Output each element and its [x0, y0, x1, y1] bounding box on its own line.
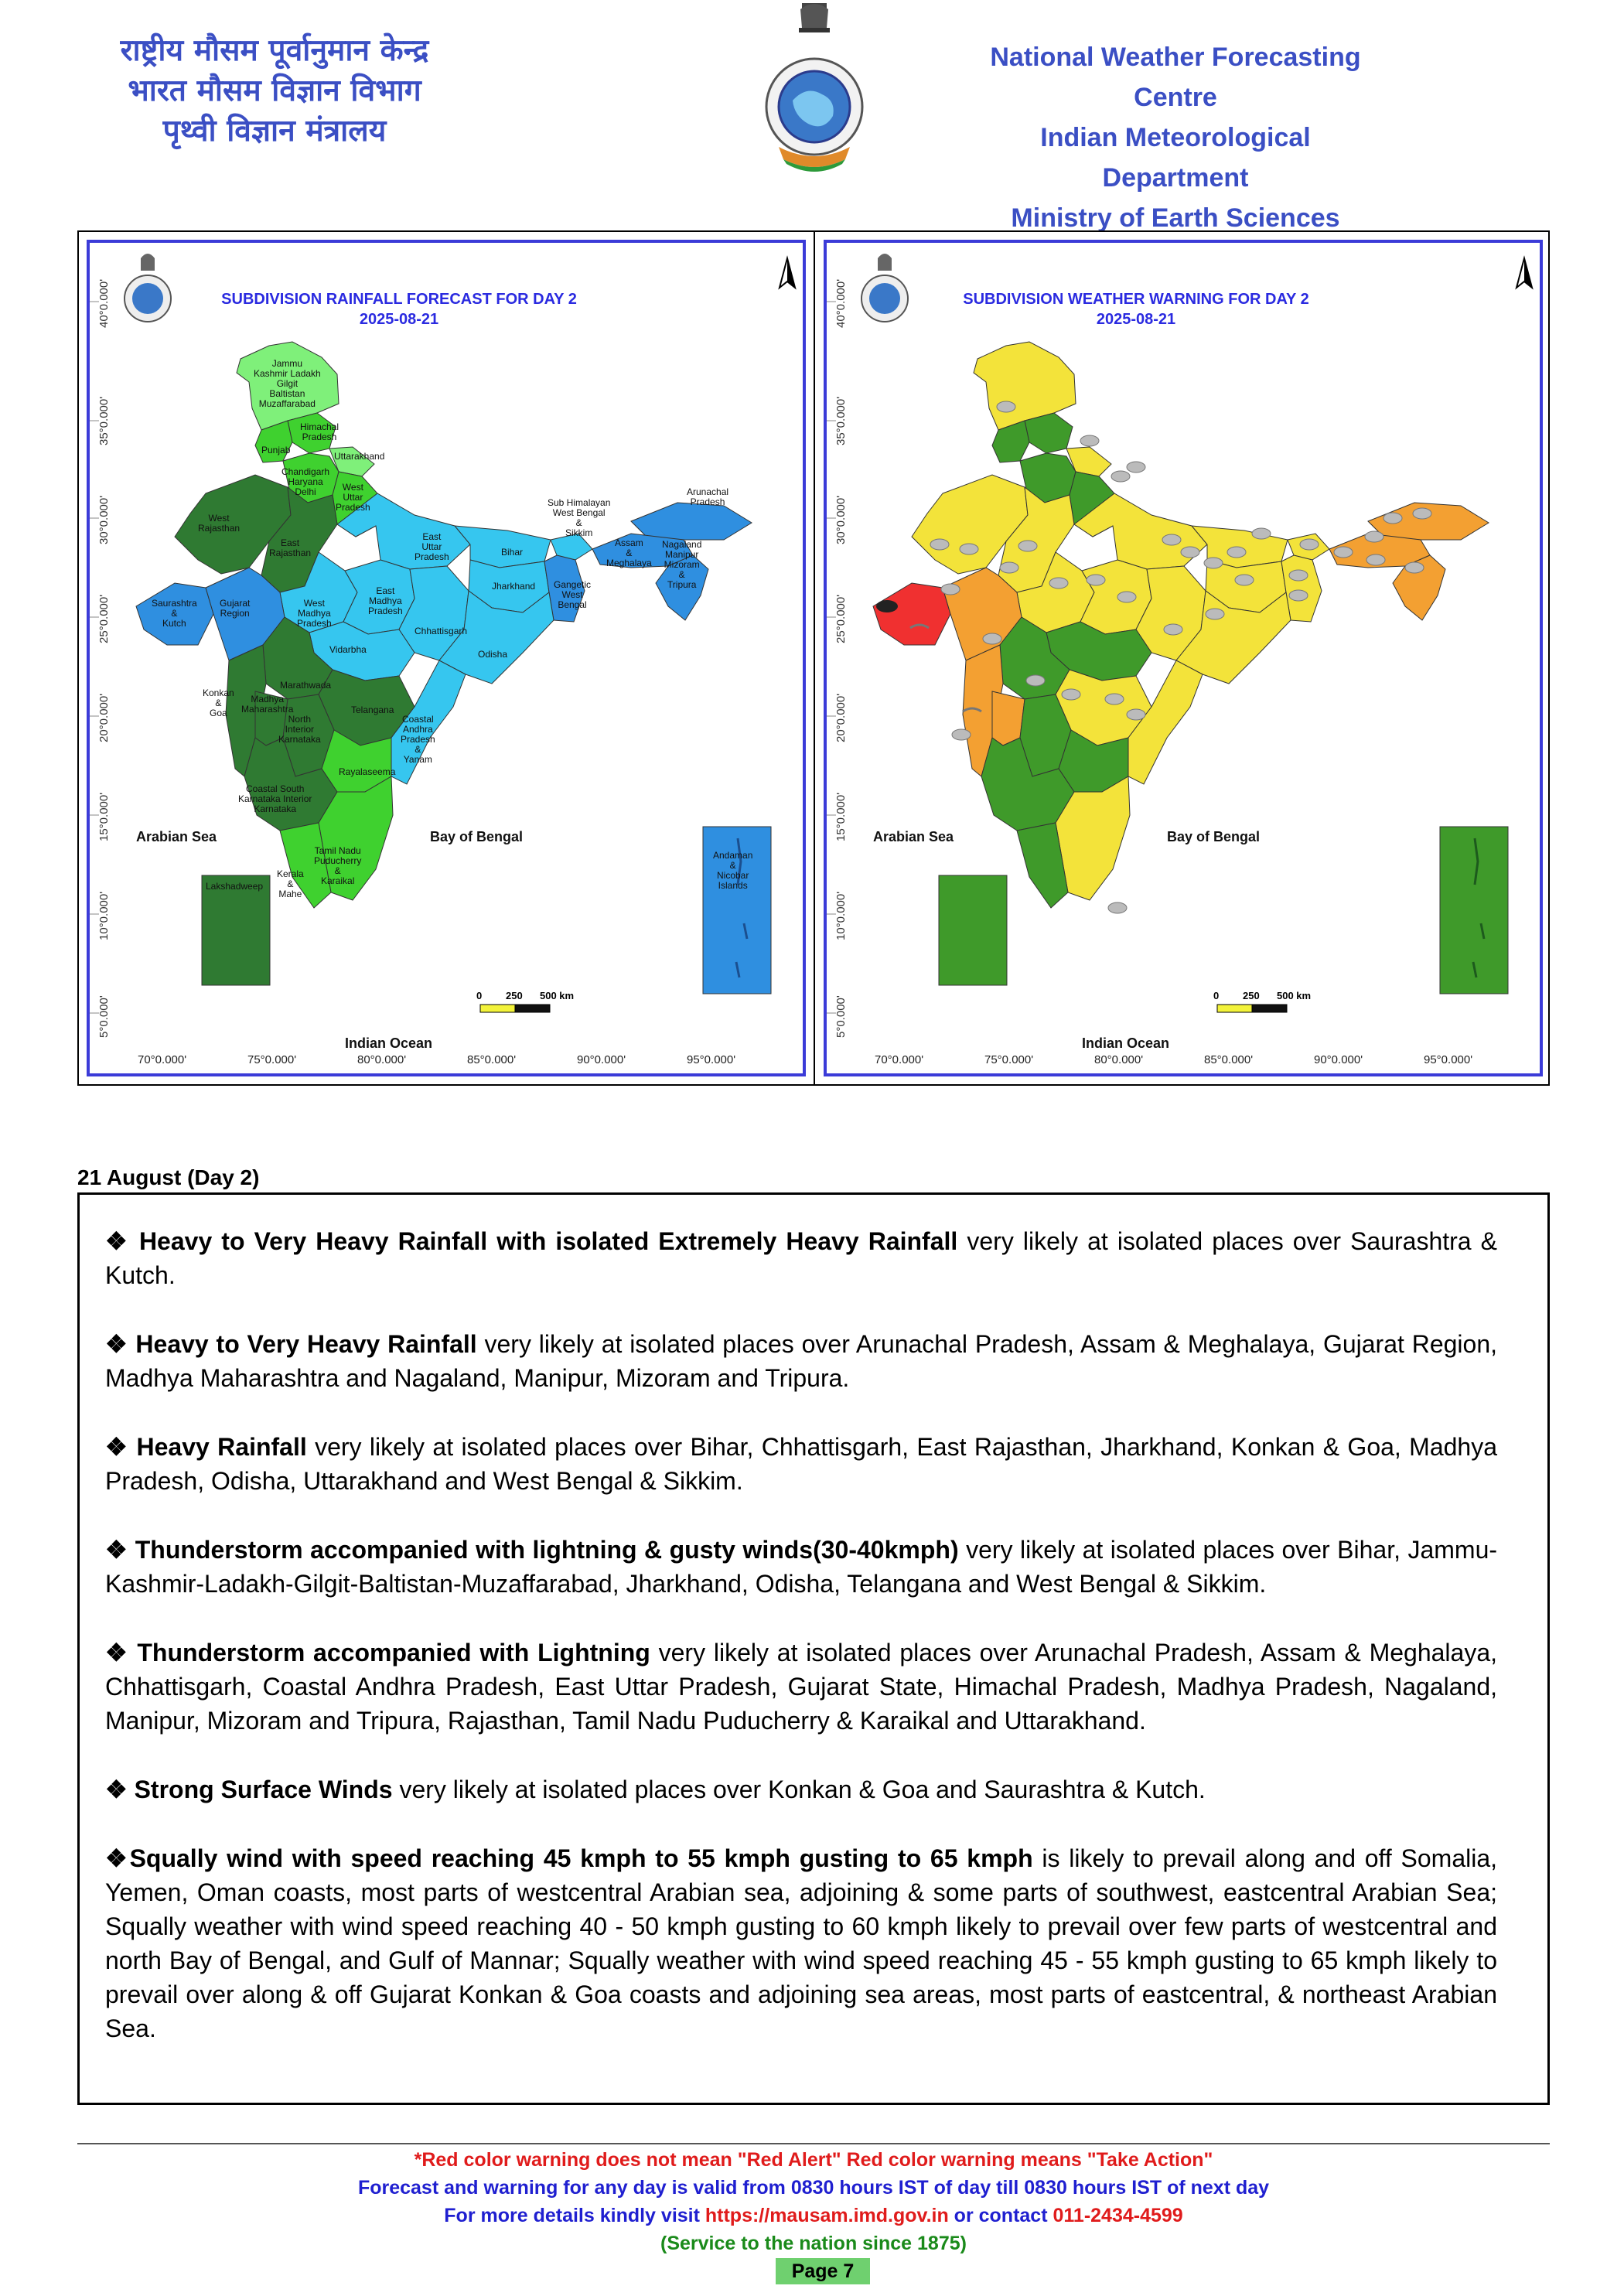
- warn-sk: [873, 583, 950, 645]
- warning-item: [105, 1430, 1497, 1498]
- rainfall-map-title: [183, 289, 616, 329]
- warning-bold: Heavy to Very Heavy Rainfall: [135, 1330, 477, 1358]
- lat-tick: 25°0.000': [834, 594, 848, 643]
- warn-jk: [974, 342, 1076, 430]
- scale-label: 500 km: [540, 990, 575, 1001]
- lat-tick: 40°0.000': [834, 278, 848, 328]
- lon-tick: 90°0.000': [1314, 1053, 1363, 1066]
- scale-label: 0: [1213, 990, 1220, 1001]
- warning-text: is likely to prevail along and off Somalia, Yemen, Oman coasts, most parts of westcentral Arabian sea, adjoining & some parts of southwest, eastcentral Arabian Sea; Squally weather with wind speed reaching 40 - 50 kmph gusting to 60 kmph likely to prevail over few parts of westcentral and north Bay of Bengal, and Gulf of Mannar; Squally weather with wind speed reaching 45 - 55 kmph gusting to 65 kmph likely to prevail over along & off Gujarat Konkan & Goa coasts and adjoining sea areas, most parts of eastcentral, & northeast Arabian Sea.: [105, 1844, 1498, 2042]
- warnings-box: [77, 1192, 1550, 2105]
- sea-label: Bay of Bengal: [430, 829, 524, 844]
- region-label: Kerala & Mahe: [277, 868, 304, 899]
- header-hindi-line: पृथ्वी विज्ञान मंत्रालय: [162, 114, 387, 148]
- region-label: Coastal South Karnataka Interior Karnataka: [238, 783, 312, 814]
- header-english-line: National Weather Forecasting Centre: [990, 43, 1361, 112]
- region-label: Uttarakhand: [334, 451, 385, 462]
- warning-text: very likely at isolated places over Arunachal Pradesh, Assam & Meghalaya, Gujarat Region, Madhya Maharashtra and Nagaland, Manipur, Mizoram and Tripura.: [105, 1330, 1497, 1392]
- warning-bullet: ❖: [105, 1227, 139, 1255]
- sea-label: Bay of Bengal: [1167, 829, 1261, 844]
- warning-item: [105, 1636, 1497, 1738]
- lat-tick: 10°0.000': [97, 891, 111, 940]
- region-label: Jammu Kashmir Ladakh Gilgit Baltistan Muzaffarabad: [254, 358, 321, 409]
- warning-text: very likely at isolated places over Arunachal Pradesh, Assam & Meghalaya, Chhattisgarh, Coastal Andhra Pradesh, East Uttar Pradesh, Gujarat State, Himachal Pradesh, Madhya Pradesh, Nagaland, Manipur, Mizoram and Tripura, Rajasthan, Tamil Nadu Puducherry & Karaikal and Uttarakhand.: [105, 1639, 1498, 1735]
- region-label: West Uttar Pradesh: [336, 482, 370, 513]
- region-label: Coastal Andhra Pradesh & Yanam: [401, 714, 435, 765]
- region-label: West Rajasthan: [198, 513, 241, 534]
- header-hindi-line: भारत मौसम विज्ञान विभाग: [128, 73, 421, 108]
- footer-contact-mid: or contact: [948, 2205, 1053, 2226]
- warning-item: [105, 1772, 1497, 1806]
- scale-label: 500 km: [1277, 990, 1312, 1001]
- footer-validity: Forecast and warning for any day is valid from 0830 hours IST of day till 0830 hours IST of next day: [357, 2177, 1270, 2199]
- header-english-line: Ministry of Earth Sciences: [1011, 203, 1340, 233]
- warn-cap: [1128, 660, 1203, 784]
- lat-tick: 5°0.000': [97, 995, 111, 1038]
- lon-tick: 80°0.000': [357, 1053, 407, 1066]
- header-hindi-block: [73, 31, 476, 152]
- rainfall-map-graphic: [90, 243, 803, 1073]
- warning-item: [105, 1841, 1497, 2045]
- region-label: Saurashtra & Kutch: [152, 598, 197, 629]
- lon-tick: 75°0.000': [984, 1053, 1034, 1066]
- rainfall-map-panel: [79, 232, 815, 1084]
- region-label: Sub Himalayan West Bengal & Sikkim: [548, 497, 611, 538]
- north-arrow-icon: [1517, 258, 1532, 288]
- warning-map-title: [919, 289, 1353, 329]
- day-heading: 21 August (Day 2): [77, 1165, 260, 1189]
- warning-bullet: ❖: [105, 1844, 130, 1872]
- warning-bold: Strong Surface Winds: [134, 1776, 393, 1803]
- lat-tick: 10°0.000': [834, 891, 848, 940]
- footer-contact: [77, 2205, 1550, 2227]
- lat-tick: 5°0.000': [834, 995, 848, 1038]
- region-label: Arunachal Pradesh: [687, 486, 729, 507]
- region-label: Rayalaseema: [339, 766, 396, 777]
- sea-label: Arabian Sea: [873, 829, 954, 844]
- footer-red-note: *Red color warning does not mean "Red Alert" Red color warning means "Take Action": [414, 2149, 1213, 2171]
- lon-tick: 85°0.000': [467, 1053, 517, 1066]
- region-label: Konkan & Goa: [203, 687, 234, 718]
- sea-label: Indian Ocean: [1082, 1035, 1170, 1051]
- region-lak: [202, 875, 270, 985]
- lat-tick: 20°0.000': [834, 693, 848, 742]
- footer-divider: [77, 2143, 1550, 2144]
- region-arun: [631, 503, 752, 540]
- warning-text: very likely at isolated places over Bihar, Jammu-Kashmir-Ladakh-Gilgit-Baltistan-Muzaffarabad, Jharkhand, Odisha, Telangana and West Bengal & Sikkim.: [105, 1536, 1498, 1598]
- sea-label: Indian Ocean: [345, 1035, 433, 1051]
- warning-bullet: ❖: [105, 1639, 138, 1667]
- north-arrow-icon: [780, 258, 795, 288]
- warning-map-graphic: [827, 243, 1540, 1073]
- map-emblem-icon: [125, 254, 171, 322]
- warn-lak: [939, 875, 1007, 985]
- footer-contact-prefix: For more details kindly visit: [444, 2205, 705, 2226]
- scale-label: 250: [1243, 990, 1260, 1001]
- region-label: Punjab: [261, 445, 291, 455]
- region-label: Marathwada: [280, 680, 332, 691]
- sea-label: Arabian Sea: [136, 829, 217, 844]
- region-label: Telangana: [351, 704, 394, 715]
- region-label: Bihar: [501, 547, 524, 558]
- scale-label: 0: [476, 990, 483, 1001]
- warning-bullet: ❖: [105, 1433, 137, 1461]
- warning-item: [105, 1224, 1497, 1292]
- warning-text: very likely at isolated places over Konkan & Goa and Saurashtra & Kutch.: [392, 1776, 1206, 1803]
- rainfall-map-date: 2025-08-21: [359, 311, 439, 328]
- footer-phone: 011-2434-4599: [1053, 2205, 1183, 2226]
- region-label: Nagaland Manipur Mizoram & Tripura: [662, 539, 702, 590]
- lon-tick: 70°0.000': [875, 1053, 924, 1066]
- lat-tick: 25°0.000': [97, 594, 111, 643]
- region-label: Assam & Meghalaya: [606, 537, 652, 568]
- warning-bullet: ❖: [105, 1330, 136, 1358]
- lon-tick: 70°0.000': [138, 1053, 187, 1066]
- region-label: Chandigarh Haryana Delhi: [281, 466, 330, 497]
- lon-tick: 75°0.000': [247, 1053, 297, 1066]
- warnings-list: [105, 1224, 1497, 2080]
- warning-bold: Heavy to Very Heavy Rainfall with isolated Extremely Heavy Rainfall: [138, 1227, 958, 1255]
- warning-map-date: 2025-08-21: [1096, 311, 1176, 328]
- region-label: Jharkhand: [492, 581, 536, 592]
- footer-website-link[interactable]: https://mausam.imd.gov.in: [705, 2205, 949, 2226]
- warning-bold: Thunderstorm accompanied with lightning & gusty winds(30-40kmph): [135, 1536, 959, 1564]
- lon-tick: 95°0.000': [1424, 1053, 1473, 1066]
- warning-map-border: [824, 240, 1543, 1076]
- lat-tick: 40°0.000': [97, 278, 111, 328]
- warning-map-panel: [816, 232, 1551, 1084]
- region-label: Himachal Pradesh: [300, 421, 339, 442]
- region-label: Andaman & Nicobar Islands: [713, 850, 753, 891]
- lat-tick: 15°0.000': [97, 792, 111, 841]
- region-label: East Madhya Pradesh: [368, 585, 403, 616]
- region-label: Madhya Maharashtra: [241, 694, 294, 715]
- region-label: East Uttar Pradesh: [415, 531, 449, 562]
- warning-item: [105, 1533, 1497, 1601]
- region-label: Odisha: [478, 649, 508, 660]
- warning-text: very likely at isolated places over Saurashtra & Kutch.: [105, 1227, 1498, 1289]
- region-label: Lakshadweep: [206, 881, 264, 892]
- header-english-line: Indian Meteorological Department: [1040, 123, 1311, 193]
- lon-tick: 85°0.000': [1204, 1053, 1254, 1066]
- header-english-block: [982, 37, 1369, 238]
- imd-emblem-icon: [762, 0, 867, 179]
- warning-bold: Heavy Rainfall: [136, 1433, 307, 1461]
- maps-frame: [77, 230, 1550, 1086]
- region-label: Gujarat Region: [220, 598, 251, 619]
- scale-label: 250: [506, 990, 523, 1001]
- map-emblem-icon: [861, 254, 908, 322]
- warn-hp: [1025, 413, 1073, 453]
- region-label: West Madhya Pradesh: [297, 598, 332, 629]
- lat-tick: 35°0.000': [834, 396, 848, 445]
- page-number-badge: Page 7: [776, 2258, 870, 2284]
- lon-tick: 95°0.000': [687, 1053, 736, 1066]
- warning-bullet: ❖: [105, 1776, 135, 1803]
- lat-tick: 15°0.000': [834, 792, 848, 841]
- lon-tick: 90°0.000': [577, 1053, 626, 1066]
- lat-tick: 30°0.000': [97, 495, 111, 544]
- rainfall-map-title-line: SUBDIVISION RAINFALL FORECAST FOR DAY 2: [221, 291, 577, 308]
- warning-bold: Thunderstorm accompanied with Lightning: [137, 1639, 650, 1667]
- lat-tick: 20°0.000': [97, 693, 111, 742]
- region-label: East Rajasthan: [269, 537, 312, 558]
- warning-bold: Squally wind with speed reaching 45 kmph to 55 kmph gusting to 65 kmph: [129, 1844, 1033, 1872]
- region-label: Chhattisgarh: [415, 626, 468, 636]
- header-hindi-line: राष्ट्रीय मौसम पूर्वानुमान केन्द्र: [120, 33, 429, 68]
- lat-tick: 35°0.000': [97, 396, 111, 445]
- lon-tick: 80°0.000': [1094, 1053, 1144, 1066]
- region-label: Tamil Nadu Puducherry & Karaikal: [314, 845, 362, 886]
- region-label: Gangetic West Bengal: [554, 579, 592, 610]
- region-label: North Interior Karnataka: [278, 714, 321, 745]
- lat-tick: 30°0.000': [834, 495, 848, 544]
- region-label: Vidarbha: [329, 644, 367, 655]
- warning-text: very likely at isolated places over Bihar, Chhattisgarh, East Rajasthan, Jharkhand, Konkan & Goa, Madhya Pradesh, Odisha, Uttarakhand and West Bengal & Sikkim.: [105, 1433, 1498, 1495]
- warning-map-title-line: SUBDIVISION WEATHER WARNING FOR DAY 2: [963, 291, 1309, 308]
- warning-item: [105, 1327, 1497, 1395]
- warning-bullet: ❖: [105, 1536, 135, 1564]
- heavy-rain-icon: [876, 600, 898, 612]
- footer-service: (Service to the nation since 1875): [660, 2233, 967, 2254]
- rainfall-map-border: [87, 240, 806, 1076]
